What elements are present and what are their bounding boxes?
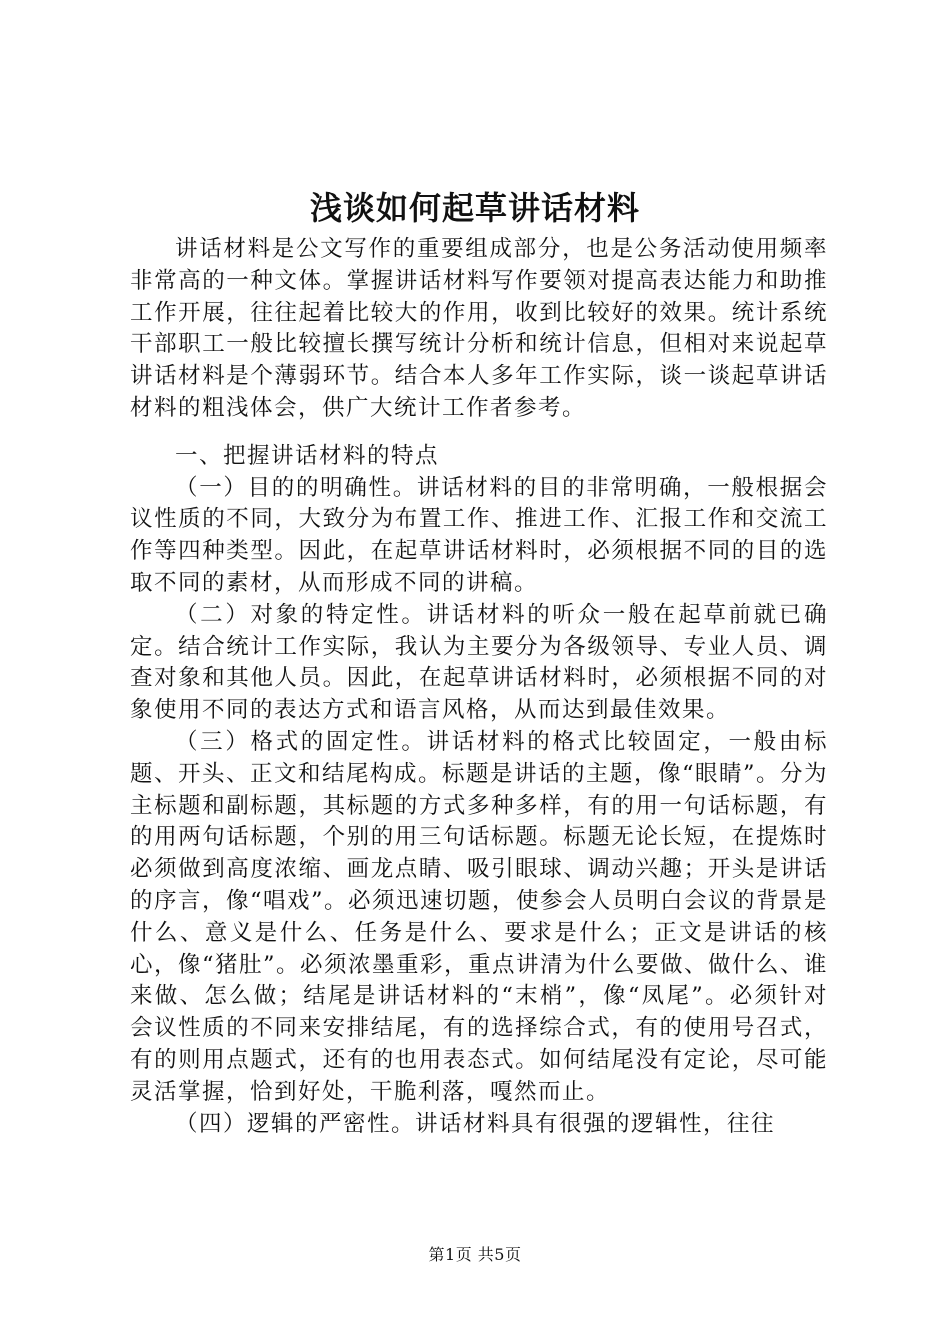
- body-paragraph: （四）逻辑的严密性。讲话材料具有很强的逻辑性，往往: [175, 1110, 776, 1137]
- body-paragraph: （三）格式的固定性。讲话材料的格式比较固定，一般由标题、开头、正文和结尾构成。标题是讲话的主题，像“眼睛”。分为主标题和副标题，其标题的方式多种多样，有的用一句话标题，有的用两句话标题，个别的用三句话标题。标题无论长短，在提炼时必须做到高度浓缩、画龙点睛、吸引眼球、调动兴趣；开头是讲话的序言，像“唱戏”。必须迅速切题，使参会人员明白会议的背景是什么、意义是什么、任务是什么、要求是什么；正文是讲话的核心，像“猪肚”。必须浓墨重彩，重点讲清为什么要做、做什么、谁来做、怎么做；结尾是讲话材料的“末梢”，像“凤尾”。必须针对会议性质的不同来安排结尾，有的选择综合式，有的使用号召式，有的则用点题式，还有的也用表态式。如何结尾没有定论，尽可能灵活掌握，恰到好处，干脆利落，嘎然而止。: [130, 728, 829, 1105]
- intro-paragraph: 讲话材料是公文写作的重要组成部分，也是公务活动使用频率非常高的一种文体。掌握讲话材料写作要领对提高表达能力和助推工作开展，往往起着比较大的作用，收到比较好的效果。统计系统干部职工一般比较擅长撰写统计分析和统计信息，但相对来说起草讲话材料是个薄弱环节。结合本人多年工作实际，谈一谈起草讲话材料的粗浅体会，供广大统计工作者参考。: [130, 236, 828, 421]
- section-heading: 一、把握讲话材料的特点: [175, 442, 440, 469]
- body-paragraph: （一）目的的明确性。讲话材料的目的非常明确，一般根据会议性质的不同，大致分为布置工作、推进工作、汇报工作和交流工作等四种类型。因此，在起草讲话材料时，必须根据不同的目的选取不同的素材，从而形成不同的讲稿。: [130, 474, 828, 596]
- body-paragraph: （二）对象的特定性。讲话材料的听众一般在起草前就已确定。结合统计工作实际，我认为主要分为各级领导、专业人员、调查对象和其他人员。因此，在起草讲话材料时，必须根据不同的对象使用不同的表达方式和语言风格，从而达到最佳效果。: [130, 601, 828, 724]
- page-footer: 第1页 共5页: [428, 1245, 522, 1264]
- document-title: 浅谈如何起草讲话材料: [309, 189, 640, 227]
- document-body: [130, 234, 828, 1140]
